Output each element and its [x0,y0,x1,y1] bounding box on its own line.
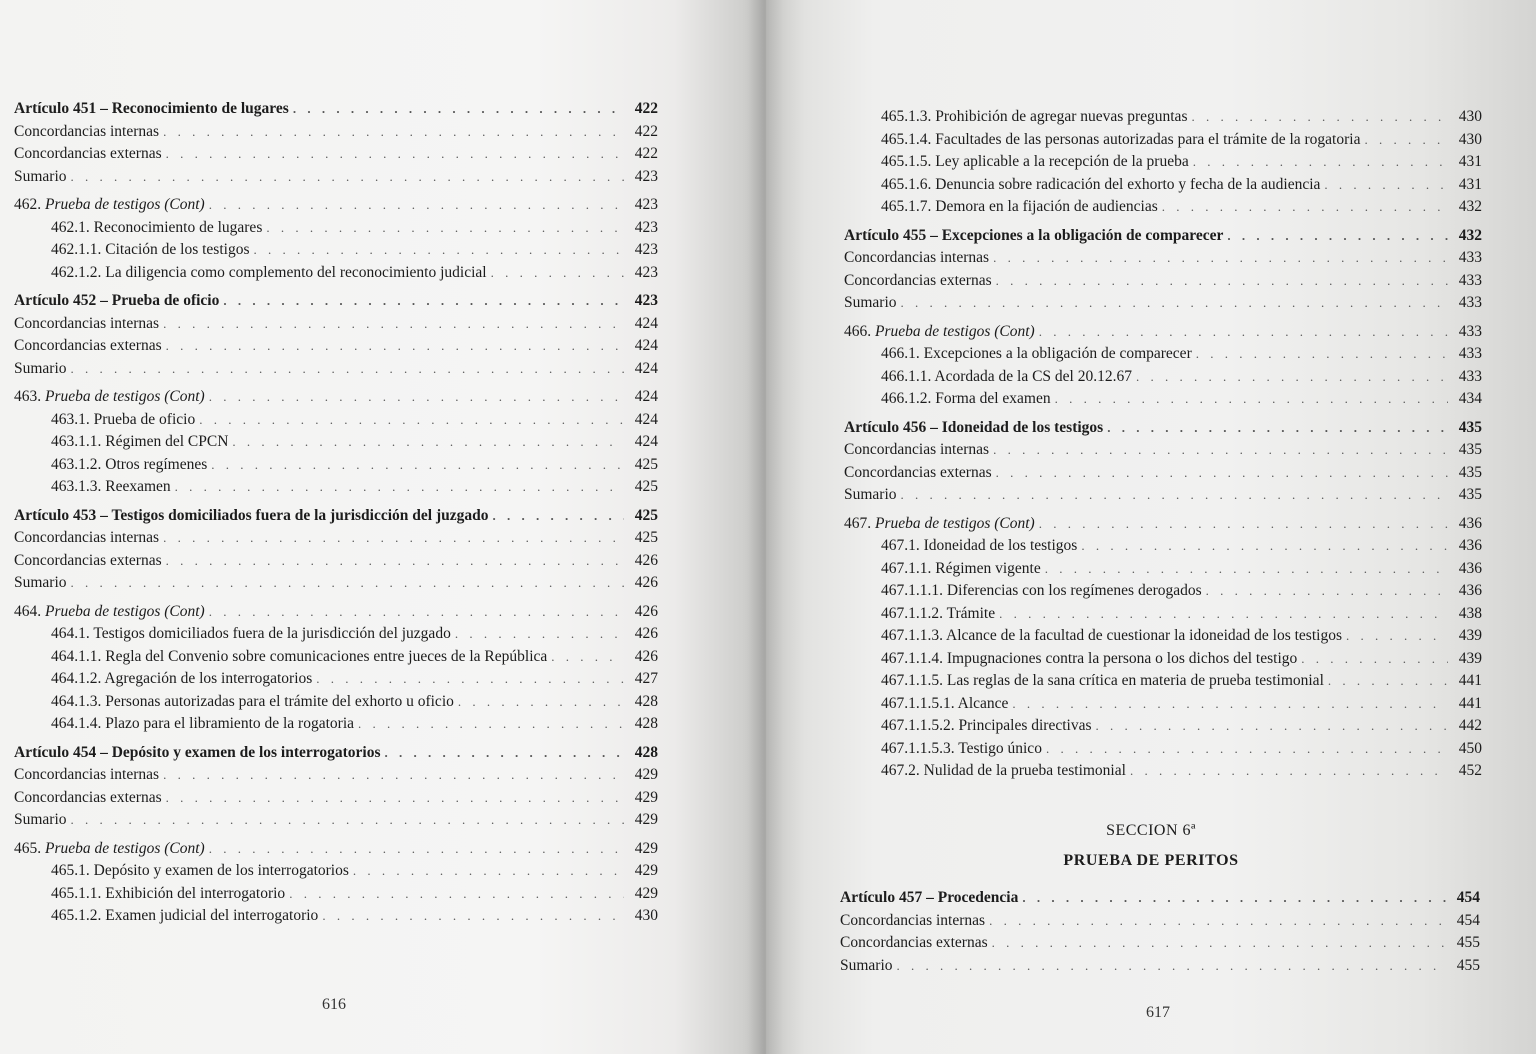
toc-page-number: 436 [1458,559,1482,577]
toc-page-number: 425 [634,478,658,495]
toc-page-number: 455 [1456,956,1480,974]
toc-entry-title: Sumario [844,294,897,311]
toc-entry-title: Concordancias externas [844,271,992,289]
toc-subsection-entry [14,883,658,906]
toc-page-number: 426 [634,625,658,642]
toc-entry-title: 467.1.1.5. Las reglas de la sana crítica en materia de prueba testimonial [881,672,1324,689]
toc-page-number: 432 [1458,198,1482,215]
toc-subsection-entry [844,174,1482,197]
toc-right-section [840,887,1480,977]
dot-leader [458,691,624,714]
dot-leader [1039,321,1448,344]
dot-leader [993,439,1448,462]
toc-entry [844,439,1482,462]
toc-page-number: 454 [1456,889,1480,906]
toc-page-number: 441 [1458,694,1482,712]
toc-entry [840,955,1480,978]
toc-page-number: 422 [634,122,658,140]
toc-entry [14,166,658,189]
toc-entry-title: Concordancias externas [844,463,992,481]
toc-section-entry [844,321,1482,344]
toc-entry-title: Concordancias externas [14,337,162,354]
dot-leader [996,270,1448,293]
toc-article-entry [844,225,1482,248]
toc-entry-title: 467.1.1.1. Diferencias con los regímenes derogados [881,582,1202,599]
toc-article-entry [14,742,658,765]
toc-subsection-entry [14,668,658,691]
dot-leader [71,358,624,381]
toc-page-number: 423 [634,218,658,236]
toc-article-entry [14,98,658,121]
toc-right [844,106,1482,783]
dot-leader [1107,417,1448,440]
toc-entry-title: Artículo 456 – Idoneidad de los testigos [844,418,1104,436]
toc-page-number: 436 [1458,582,1482,599]
toc-entry-title: Sumario [14,574,67,591]
toc-entry-title: Concordancias externas [14,551,162,569]
section-number: 465. [14,839,42,857]
toc-page-number: 441 [1458,672,1482,689]
dot-leader [199,409,624,432]
toc-entry-title [14,194,205,217]
dot-leader [166,787,624,810]
toc-entry [14,313,658,336]
toc-entry-title: Concordancias externas [840,934,988,951]
toc-page-number: 430 [1458,108,1482,125]
toc-section-entry [14,601,658,624]
toc-page-number: 433 [1458,367,1482,385]
toc-entry [840,932,1480,955]
toc-subsection-entry [14,454,658,477]
section-number: 466. [844,322,872,340]
section-number: 463. [14,388,42,405]
toc-page-number: 430 [1458,130,1482,148]
toc-entry-title [844,513,1035,536]
toc-entry-title: 467.1.1.2. Trámite [881,604,996,622]
dot-leader [491,262,624,285]
toc-entry-title: 467.1.1.5.1. Alcance [881,694,1009,712]
toc-page-number: 439 [1458,649,1482,667]
toc-entry-title: 463.1.1. Régimen del CPCN [51,433,229,450]
toc-entry-title: Sumario [14,359,67,377]
toc-subsection-entry [14,431,658,454]
toc-page-number: 423 [634,263,658,281]
section-number: 467. [844,514,872,532]
toc-entry-title: 464.1.1. Regla del Convenio sobre comunicaciones entre jueces de la República [51,647,548,665]
dot-leader [385,742,625,765]
dot-leader [166,143,624,166]
dot-leader [992,932,1446,955]
toc-page-number: 452 [1458,762,1482,779]
toc-entry-title: 465.1.1. Exhibición del interrogatorio [51,884,286,902]
toc-entry-title: Sumario [14,167,67,185]
dot-leader [209,838,624,861]
toc-page-number: 427 [634,670,658,687]
toc-section-entry [14,838,658,861]
toc-entry [14,550,658,573]
toc-page-number: 429 [634,884,658,902]
toc-page-number: 426 [634,602,658,620]
toc-page-number: 424 [634,433,658,450]
toc-page-number: 435 [1458,441,1482,458]
toc-entry-title: 463.1. Prueba de oficio [51,410,196,428]
toc-entry [14,358,658,381]
dot-leader [455,623,624,646]
toc-page-number: 425 [634,455,658,473]
toc-entry-title [844,321,1035,344]
toc-entry-title: Artículo 457 – Procedencia [840,889,1019,906]
toc-subsection-entry [844,603,1482,626]
dot-leader [232,431,624,454]
toc-page-number: 424 [634,337,658,354]
toc-entry [844,292,1482,315]
toc-entry-title: 467.2. Nulidad de la prueba testimonial [881,762,1126,779]
section-label: SECCION 6ª [1106,822,1196,839]
toc-page-number: 429 [634,811,658,828]
page-number-right: 617 [1146,1004,1170,1021]
toc-subsection-entry [844,129,1482,152]
page-number-left: 616 [322,996,346,1013]
toc-entry-title: 465.1.2. Examen judicial del interrogatorio [51,907,319,924]
dot-leader [551,646,624,669]
toc-subsection-entry [844,196,1482,219]
dot-leader [901,484,1448,507]
dot-leader [316,668,624,691]
toc-entry-title: 464.1.4. Plazo para el libramiento de la rogatoria [51,715,355,732]
dot-leader [1012,693,1448,716]
dot-leader [1055,388,1448,411]
toc-entry-title: Artículo 455 – Excepciones a la obligación de comparecer [844,226,1224,244]
dot-leader [253,239,624,262]
toc-entry-title: Concordancias externas [14,145,162,162]
dot-leader [1162,196,1448,219]
toc-entry [14,121,658,144]
toc-subsection-entry [14,646,658,669]
dot-leader [1227,225,1448,248]
dot-leader [1045,558,1448,581]
toc-subsection-entry [844,151,1482,174]
toc-section-entry [14,194,658,217]
dot-leader [163,313,624,336]
toc-page-number: 455 [1456,934,1480,951]
dot-leader [353,860,624,883]
dot-leader [209,601,624,624]
dot-leader [209,194,624,217]
dot-leader [1046,738,1448,761]
toc-subsection-entry [844,558,1482,581]
left-page [0,0,766,1054]
dot-leader [358,713,624,736]
toc-entry [14,527,658,550]
toc-entry-title: Artículo 454 – Depósito y examen de los interrogatorios [14,743,381,761]
toc-entry-title: 465.1.6. Denuncia sobre radicación del exhorto y fecha de la audiencia [881,175,1321,193]
dot-leader [1206,580,1448,603]
toc-entry [14,572,658,595]
toc-subsection-entry [844,388,1482,411]
toc-subsection-entry [14,239,658,262]
toc-entry-title [14,386,205,409]
toc-entry-title [14,601,205,624]
toc-page-number: 433 [1458,345,1482,362]
toc-article-entry [14,290,658,313]
toc-subsection-entry [14,409,658,432]
toc-page-number: 425 [634,529,658,546]
toc-entry-title: 462.1.1. Citación de los testigos [51,241,250,258]
toc-page-number: 425 [634,506,658,524]
toc-page-number: 436 [1458,537,1482,554]
toc-page-number: 426 [634,647,658,665]
dot-leader [166,550,624,573]
toc-entry-title: 467.1.1. Régimen vigente [881,559,1041,577]
toc-page-number: 433 [1458,294,1482,311]
dot-leader [209,386,624,409]
toc-page-number: 435 [1458,486,1482,503]
toc-entry [14,335,658,358]
dot-leader [211,454,624,477]
toc-subsection-entry [844,738,1482,761]
book-gutter [748,0,784,1054]
toc-page-number: 429 [634,862,658,879]
toc-entry-title: 466.1.2. Forma del examen [881,390,1051,407]
right-page [766,0,1536,1054]
toc-entry-title: 464.1. Testigos domiciliados fuera de la jurisdicción del juzgado [51,625,451,642]
toc-entry-title: 467.1.1.5.3. Testigo único [881,739,1042,757]
toc-entry [14,764,658,787]
toc-subsection-entry [844,760,1482,783]
toc-page-number: 429 [634,788,658,806]
section-number: 464. [14,602,42,620]
dot-leader [266,217,624,240]
toc-article-entry [844,417,1482,440]
dot-leader [989,910,1446,933]
toc-page-number: 433 [1458,249,1482,266]
toc-entry-title: Concordancias internas [14,766,160,783]
toc-page-number: 422 [634,145,658,162]
toc-entry [844,484,1482,507]
toc-subsection-entry [14,217,658,240]
dot-leader [996,462,1448,485]
dot-leader [1364,129,1448,152]
toc-subsection-entry [844,106,1482,129]
toc-entry-title: 467.1.1.5.2. Principales directivas [881,717,1092,734]
toc-subsection-entry [844,648,1482,671]
toc-subsection-entry [14,691,658,714]
section-number: 462. [14,196,42,213]
toc-entry-title [14,838,205,861]
dot-leader [1130,760,1448,783]
dot-leader [901,292,1448,315]
dot-leader [1193,151,1448,174]
dot-leader [492,505,624,528]
toc-page-number: 431 [1458,153,1482,170]
dot-leader [175,476,624,499]
toc-section-entry [14,386,658,409]
dot-leader [1301,648,1448,671]
toc-page-number: 426 [634,574,658,591]
toc-entry [844,270,1482,293]
toc-entry [14,787,658,810]
toc-page-number: 423 [634,241,658,258]
toc-page-number: 429 [634,839,658,857]
toc-entry [14,143,658,166]
toc-subsection-entry [844,580,1482,603]
toc-entry [14,809,658,832]
toc-subsection-entry [14,860,658,883]
toc-page-number: 423 [634,196,658,213]
toc-page-number: 436 [1458,514,1482,532]
toc-entry [840,910,1480,933]
toc-page-number: 429 [634,766,658,783]
toc-page-number: 433 [1458,322,1482,340]
toc-subsection-entry [844,693,1482,716]
toc-entry-title: 465.1.7. Demora en la fijación de audiencias [881,198,1158,215]
toc-page-number: 435 [1458,418,1482,436]
toc-entry-title: Sumario [840,956,893,974]
toc-entry-title: Artículo 452 – Prueba de oficio [14,292,220,309]
dot-leader [71,809,624,832]
toc-article-entry [14,505,658,528]
toc-subsection-entry [14,713,658,736]
toc-section-entry [844,513,1482,536]
dot-leader [1136,366,1448,389]
toc-page-number: 428 [634,715,658,732]
dot-leader [166,335,624,358]
section-title: PRUEBA DE PERITOS [1063,852,1239,869]
toc-entry-title: 467.1.1.3. Alcance de la facultad de cuestionar la idoneidad de los testigos [881,627,1342,644]
section-title: Prueba de testigos (Cont) [45,839,205,857]
dot-leader [163,121,624,144]
toc-subsection-entry [844,366,1482,389]
toc-page-number: 430 [634,907,658,924]
toc-entry-title: 465.1.5. Ley aplicable a la recepción de la prueba [881,153,1189,170]
toc-entry-title: Artículo 451 – Reconocimiento de lugares [14,100,289,117]
toc-subsection-entry [844,535,1482,558]
toc-page-number: 442 [1458,717,1482,734]
toc-page-number: 432 [1458,226,1482,244]
toc-subsection-entry [844,670,1482,693]
toc-entry-title: 467.1. Idoneidad de los testigos [881,537,1078,554]
toc-page-number: 423 [634,292,658,309]
toc-subsection-entry [14,476,658,499]
toc-page-number: 428 [634,743,658,761]
dot-leader [1346,625,1448,648]
toc-page-number: 439 [1458,627,1482,644]
toc-entry-title: 463.1.3. Reexamen [51,478,171,495]
toc-page-number: 433 [1458,271,1482,289]
dot-leader [322,905,624,928]
toc-entry-title: 466.1.1. Acordada de la CS del 20.12.67 [881,367,1132,385]
toc-entry-title: 464.1.3. Personas autorizadas para el trámite del exhorto u oficio [51,692,454,710]
dot-leader [1324,174,1448,197]
toc-entry-title: Concordancias internas [844,441,990,458]
toc-entry-title: Concordancias internas [14,314,160,332]
toc-page-number: 454 [1456,911,1480,929]
toc-subsection-entry [14,623,658,646]
toc-page-number: 424 [634,359,658,377]
toc-page-number: 422 [634,100,658,117]
toc-entry-title: Sumario [844,486,897,503]
toc-subsection-entry [844,343,1482,366]
toc-left [14,98,658,928]
toc-entry-title: 463.1.2. Otros regímenes [51,455,208,473]
toc-page-number: 424 [634,410,658,428]
dot-leader [897,955,1446,978]
dot-leader [1039,513,1448,536]
toc-entry [844,462,1482,485]
toc-page-number: 435 [1458,463,1482,481]
toc-subsection-entry [844,715,1482,738]
toc-page-number: 428 [634,692,658,710]
section-title: Prueba de testigos (Cont) [45,196,205,213]
toc-page-number: 424 [634,314,658,332]
dot-leader [1328,670,1448,693]
toc-entry-title: 465.1. Depósito y examen de los interrogatorios [51,862,349,879]
toc-entry-title: Artículo 453 – Testigos domiciliados fuera de la jurisdicción del juzgado [14,506,489,524]
toc-page-number: 426 [634,551,658,569]
toc-page-number: 431 [1458,175,1482,193]
dot-leader [999,603,1448,626]
dot-leader [223,290,624,313]
toc-entry-title: 465.1.4. Facultades de las personas autorizadas para el trámite de la rogatoria [881,130,1361,148]
toc-entry-title: Concordancias internas [14,529,160,546]
toc-page-number: 423 [634,167,658,185]
section-title: Prueba de testigos (Cont) [45,602,205,620]
toc-entry-title: Sumario [14,811,67,828]
dot-leader [1096,715,1449,738]
toc-entry-title: 465.1.3. Prohibición de agregar nuevas preguntas [881,108,1188,125]
section-title: Prueba de testigos (Cont) [45,388,205,405]
dot-leader [1022,887,1446,910]
toc-entry-title: 467.1.1.4. Impugnaciones contra la persona o los dichos del testigo [881,649,1298,667]
dot-leader [71,572,624,595]
toc-article-entry [840,887,1480,910]
dot-leader [71,166,624,189]
toc-entry-title: Concordancias internas [844,249,990,266]
toc-entry-title: 462.1.2. La diligencia como complemento del reconocimiento judicial [51,263,487,281]
dot-leader [1196,343,1448,366]
dot-leader [163,527,624,550]
toc-page-number: 434 [1458,390,1482,407]
toc-subsection-entry [14,905,658,928]
toc-subsection-entry [14,262,658,285]
toc-entry-title: 464.1.2. Agregación de los interrogatorios [51,670,313,687]
section-title: Prueba de testigos (Cont) [875,322,1035,340]
dot-leader [163,764,624,787]
dot-leader [1191,106,1448,129]
dot-leader [289,883,624,906]
toc-entry [844,247,1482,270]
toc-entry-title: 466.1. Excepciones a la obligación de comparecer [881,345,1192,362]
toc-entry-title: Concordancias internas [840,911,986,929]
toc-subsection-entry [844,625,1482,648]
dot-leader [293,98,624,121]
section-title: Prueba de testigos (Cont) [875,514,1035,532]
toc-page-number: 424 [634,388,658,405]
toc-page-number: 438 [1458,604,1482,622]
toc-entry-title: 462.1. Reconocimiento de lugares [51,218,263,236]
toc-page-number: 450 [1458,739,1482,757]
toc-entry-title: Concordancias internas [14,122,160,140]
dot-leader [993,247,1448,270]
dot-leader [1081,535,1448,558]
toc-entry-title: Concordancias externas [14,788,162,806]
